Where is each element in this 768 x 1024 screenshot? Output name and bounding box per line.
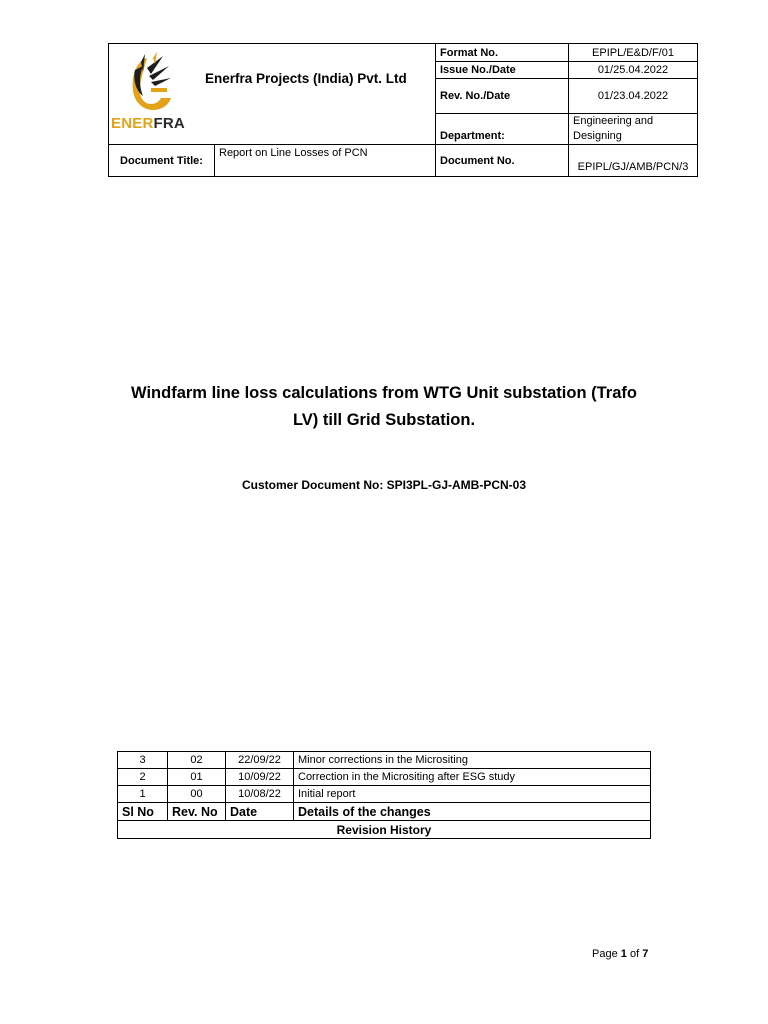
format-no-label: Format No. bbox=[436, 44, 569, 62]
logo-wordmark: ENERFRA bbox=[111, 115, 185, 132]
issue-value: 01/25.04.2022 bbox=[569, 62, 698, 79]
document-title-label: Document Title: bbox=[109, 145, 215, 177]
company-name: Enerfra Projects (India) Pvt. Ltd bbox=[205, 71, 407, 86]
revision-history-caption: Revision History bbox=[118, 821, 651, 839]
table-row: 1 00 10/08/22 Initial report bbox=[118, 786, 651, 803]
document-no-label: Document No. bbox=[436, 145, 569, 177]
logo-company-cell bbox=[109, 44, 436, 145]
revision-history-table bbox=[117, 751, 651, 839]
page-number: Page 1 of 7 bbox=[592, 948, 649, 960]
enerfra-logo-icon bbox=[117, 50, 177, 116]
format-no-value: EPIPL/E&D/F/01 bbox=[569, 44, 698, 62]
document-no-value: EPIPL/GJ/AMB/PCN/3 bbox=[569, 145, 698, 177]
report-title-line-1: Windfarm line loss calculations from WTG Unit substation (Trafo bbox=[131, 384, 637, 402]
report-title bbox=[120, 380, 648, 434]
customer-document-no: Customer Document No: SPI3PL-GJ-AMB-PCN-03 bbox=[241, 478, 527, 492]
document-header-table bbox=[108, 43, 698, 177]
header-details: Details of the changes bbox=[294, 803, 651, 821]
table-row: 2 01 10/09/22 Correction in the Micrositing after ESG study bbox=[118, 769, 651, 786]
document-title-value: Report on Line Losses of PCN bbox=[215, 145, 436, 177]
department-value: Engineering and Designing bbox=[569, 114, 698, 145]
header-date: Date bbox=[226, 803, 294, 821]
header-rev-no: Rev. No bbox=[168, 803, 226, 821]
department-label: Department: bbox=[436, 114, 569, 145]
rev-label: Rev. No./Date bbox=[436, 79, 569, 114]
issue-label: Issue No./Date bbox=[436, 62, 569, 79]
rev-value: 01/23.04.2022 bbox=[569, 79, 698, 114]
revision-table-header bbox=[118, 803, 651, 821]
report-title-line-2: LV) till Grid Substation. bbox=[292, 411, 476, 429]
header-sl-no: Sl No bbox=[118, 803, 168, 821]
revision-history-caption-row bbox=[118, 821, 651, 839]
table-row: 3 02 22/09/22 Minor corrections in the Micrositing bbox=[118, 752, 651, 769]
